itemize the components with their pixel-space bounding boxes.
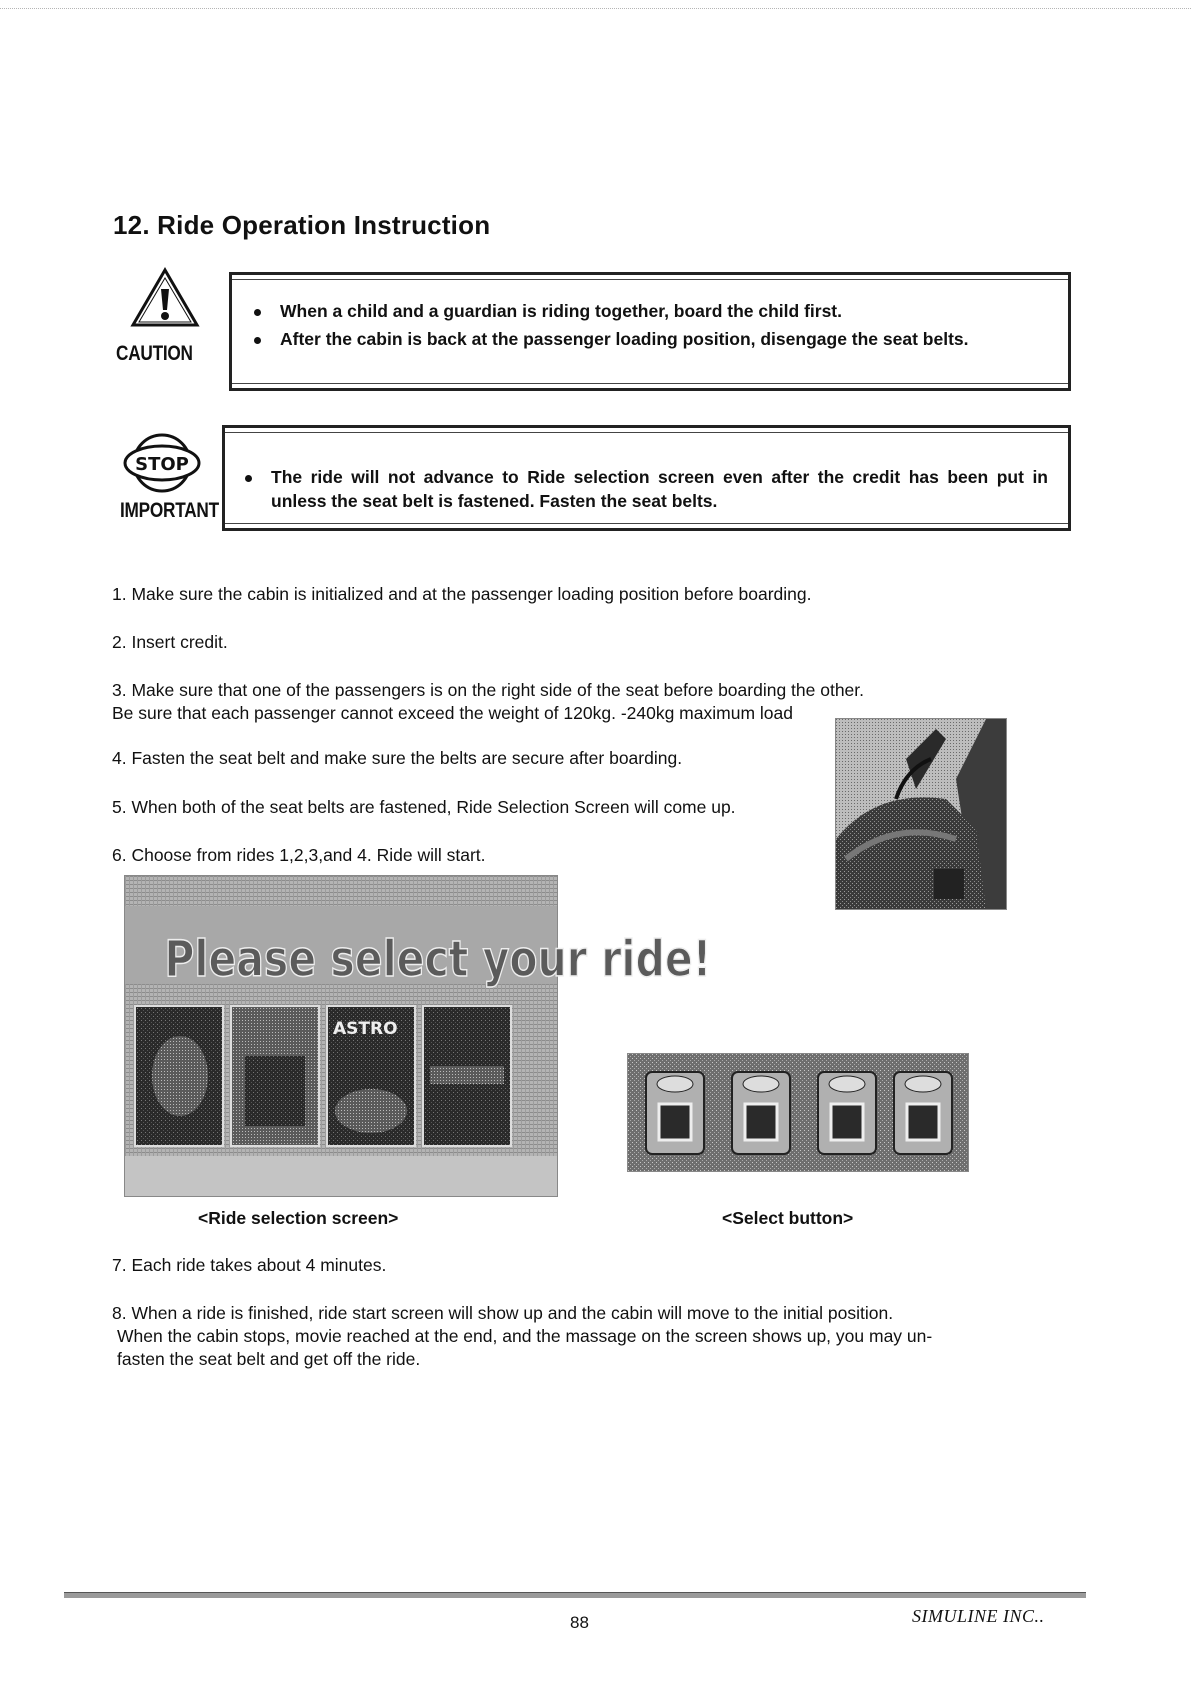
select-button-4 (894, 1072, 952, 1154)
company-name: SIMULINE INC.. (912, 1606, 1045, 1626)
caution-label: CAUTION (116, 342, 193, 365)
step-8-line-3: fasten the seat belt and get off the ride. (117, 1349, 421, 1369)
step-6: 6. Choose from rides 1,2,3,and 4. Ride will start. (112, 845, 486, 865)
step-8: 8. When a ride is finished, ride start screen will show up and the cabin will move to the initial position. (112, 1303, 894, 1323)
step-3-note: Be sure that each passenger cannot exceed the weight of 120kg. -240kg maximum load (112, 703, 793, 723)
select-button-1 (646, 1072, 704, 1154)
step-2: 2. Insert credit. (112, 632, 228, 652)
page-title: 12. Ride Operation Instruction (113, 210, 491, 240)
step-1: 1. Make sure the cabin is initialized and at the passenger loading position before boarding. (112, 584, 812, 604)
select-button-3 (818, 1072, 876, 1154)
step-5: 5. When both of the seat belts are fastened, Ride Selection Screen will come up. (112, 797, 736, 817)
caution-box (229, 272, 1071, 391)
caution-list (242, 299, 1048, 351)
caution-icon (114, 267, 218, 371)
ride-card-1 (135, 1006, 223, 1146)
step-4: 4. Fasten the seat belt and make sure the belts are secure after boarding. (112, 748, 683, 768)
important-label: IMPORTANT (120, 499, 219, 522)
important-box (222, 425, 1071, 531)
step-7: 7. Each ride takes about 4 minutes. (112, 1255, 387, 1275)
caution-item: After the cabin is back at the passenger loading position, disengage the seat belts. (242, 327, 1048, 351)
ride-card-4 (423, 1006, 511, 1146)
step-3: 3. Make sure that one of the passengers is on the right side of the seat before boarding the other. (112, 680, 865, 700)
ride-screen-caption: <Ride selection screen> (198, 1208, 399, 1228)
caution-item: When a child and a guardian is riding together, board the child first. (242, 299, 1048, 323)
select-button-image (627, 1053, 969, 1172)
page-number: 88 (570, 1613, 589, 1632)
footer-rule (64, 1592, 1086, 1598)
ride-card-3 (327, 1006, 415, 1146)
important-list (233, 465, 1048, 513)
select-button-2 (732, 1072, 790, 1154)
step-8-line-2: When the cabin stops, movie reached at the end, and the massage on the screen shows up, you may un- (117, 1326, 933, 1346)
scan-top-edge (0, 8, 1191, 9)
stop-important-icon (120, 432, 220, 522)
important-item: The ride will not advance to Ride selection screen even after the credit has been put in unless the seat belt is fastened. Fasten the seat belts. (233, 465, 1048, 513)
ride-screen-banner: Please select your ride! (164, 930, 712, 989)
stop-text: STOP (135, 454, 189, 475)
ride-card-label: ASTRO (333, 1019, 398, 1039)
select-button-caption: <Select button> (722, 1208, 854, 1228)
ride-card-2 (231, 1006, 319, 1146)
ride-selection-screen-image (124, 875, 712, 1197)
seat-belt-photo (835, 718, 1007, 910)
